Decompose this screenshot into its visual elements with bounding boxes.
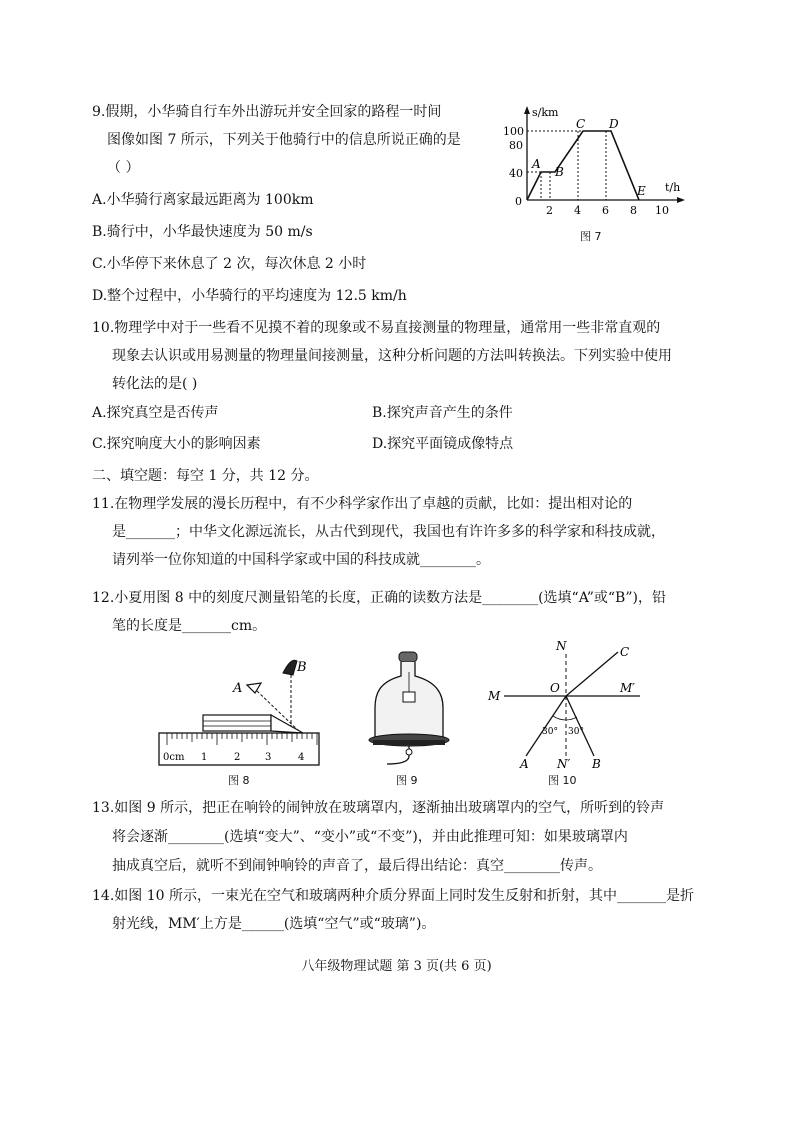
point-label-a: A — [532, 157, 541, 171]
y-tick-80: 80 — [509, 139, 523, 152]
label-o: O — [550, 681, 560, 695]
valve-icon — [406, 749, 412, 755]
y-tick-40: 40 — [509, 167, 523, 180]
q9-option-d: D.整个过程中，小华骑行的平均速度为 12.5 km/h — [92, 288, 407, 304]
figure-9-bell-jar — [365, 648, 455, 773]
label-m-prime: M′ — [620, 681, 636, 695]
section-2-heading: 二、填空题：每空 1 分，共 12 分。 — [92, 468, 319, 484]
ruler-label-3: 3 — [265, 752, 272, 763]
y-axis-arrow — [524, 106, 530, 114]
q10-option-c: C.探究响度大小的影响因素 — [92, 436, 261, 452]
ray-ao — [526, 696, 566, 756]
y-tick-100: 100 — [503, 125, 524, 138]
q12-line1: 12.小夏用图 8 中的刻度尺测量铅笔的长度，正确的读数方法是________(选填“A”或“B”)，铅 — [92, 590, 666, 606]
point-label-e: E — [637, 184, 646, 198]
figure-7-caption: 图 7 — [580, 230, 602, 243]
x-tick-8: 8 — [630, 204, 637, 217]
angle-arc-right — [566, 717, 577, 720]
q9-option-a: A.小华骑行离家最远距离为 100km — [92, 192, 314, 208]
q14-line1: 14.如图 10 所示，一束光在空气和玻璃两种介质分界面上同时发生反射和折射，其中_______是折 — [92, 888, 694, 904]
ruler-label-1: 1 — [201, 752, 208, 763]
eye-b-icon — [283, 660, 297, 675]
alarm-clock-icon — [403, 692, 415, 702]
eye-label-b: B — [297, 660, 307, 675]
label-c: C — [620, 645, 630, 659]
x-axis-label: t/h — [665, 181, 681, 194]
q11-line2: 是_______；中华文化源远流长，从古代到现代，我国也有许许多多的科学家和科技成就， — [112, 524, 665, 540]
point-label-c: C — [576, 117, 586, 131]
label-angle-left: 30° — [542, 727, 558, 737]
x-tick-10: 10 — [655, 204, 669, 217]
figure-10-caption: 图 10 — [548, 774, 577, 787]
label-a: A — [520, 757, 529, 771]
q9-line1: 9.假期，小华骑自行车外出游玩并安全回家的路程一时间 — [92, 104, 442, 120]
figure-9-caption: 图 9 — [396, 774, 418, 787]
figure-7-graph — [495, 105, 695, 240]
figure-8-ruler — [155, 645, 325, 770]
air-pipe — [387, 746, 409, 764]
figure-10-refraction — [480, 636, 660, 771]
ruler-label-2: 2 — [234, 752, 241, 763]
x-tick-4: 4 — [574, 204, 581, 217]
q9-option-c: C.小华停下来休息了 2 次，每次休息 2 小时 — [92, 256, 367, 272]
label-n: N — [556, 639, 567, 653]
q13-line3: 抽成真空后，就听不到闹钟响铃的声音了，最后得出结论：真空________传声。 — [112, 858, 602, 874]
ray-ob — [566, 696, 594, 756]
point-label-b: B — [555, 165, 564, 179]
ruler-label-4: 4 — [298, 752, 305, 763]
x-tick-2: 2 — [546, 204, 553, 217]
label-n-prime: N′ — [557, 757, 571, 771]
ray-oc — [566, 652, 618, 696]
eye-label-a: A — [233, 681, 243, 696]
q12-line2: 笔的长度是_______cm。 — [112, 618, 267, 634]
q10-option-a: A.探究真空是否传声 — [92, 405, 219, 421]
q13-line2: 将会逐渐________(选填“变大”、“变小”或“不变”)，并由此推理可知：如果玻璃罩内 — [112, 829, 628, 845]
label-b: B — [592, 757, 601, 771]
pencil-tip — [271, 715, 303, 733]
q13-line1: 13.如图 9 所示，把正在响铃的闹钟放在玻璃罩内，逐渐抽出玻璃罩内的空气，所听到的铃声 — [92, 800, 665, 816]
figure-8-caption: 图 8 — [228, 774, 250, 787]
y-tick-0: 0 — [515, 195, 522, 208]
series-line — [527, 131, 639, 200]
y-axis-label: s/km — [532, 106, 559, 119]
q9-line3: （ ） — [107, 160, 140, 176]
x-tick-6: 6 — [602, 204, 609, 217]
x-axis-arrow — [677, 197, 685, 203]
q10-option-b: B.探究声音产生的条件 — [372, 405, 513, 421]
ruler-label-0cm: 0cm — [163, 752, 185, 763]
q11-line1: 11.在物理学发展的漫长历程中，有不少科学家作出了卓越的贡献，比如：提出相对论的 — [92, 496, 633, 512]
q9-option-b: B.骑行中，小华最快速度为 50 m/s — [92, 224, 313, 240]
point-label-d: D — [609, 117, 619, 131]
jar-knob — [399, 652, 417, 662]
label-m: M — [488, 689, 501, 703]
pencil-body — [203, 715, 271, 731]
q10-line2: 现象去认识或用易测量的物理量间接测量，这种分析问题的方法叫转换法。下列实验中使用 — [112, 348, 672, 364]
eye-a-icon — [247, 683, 261, 693]
q10-line1: 10.物理学中对于一些看不见摸不着的现象或不易直接测量的物理量，通常用一些非常直观的 — [92, 320, 661, 336]
page-footer: 八年级物理试题 第 3 页(共 6 页) — [301, 959, 492, 974]
q11-line3: 请列举一位你知道的中国科学家或中国的科技成就________。 — [112, 552, 490, 568]
angle-arc-left — [553, 716, 566, 720]
label-angle-right: 30° — [568, 727, 584, 737]
q14-line2: 射光线，MM′上方是______(选填“空气”或“玻璃”)。 — [112, 916, 436, 932]
q9-line2: 图像如图 7 所示，下列关于他骑行中的信息所说正确的是 — [107, 132, 461, 148]
q10-option-d: D.探究平面镜成像特点 — [372, 436, 514, 452]
q10-line3: 转化法的是( ) — [112, 376, 198, 392]
